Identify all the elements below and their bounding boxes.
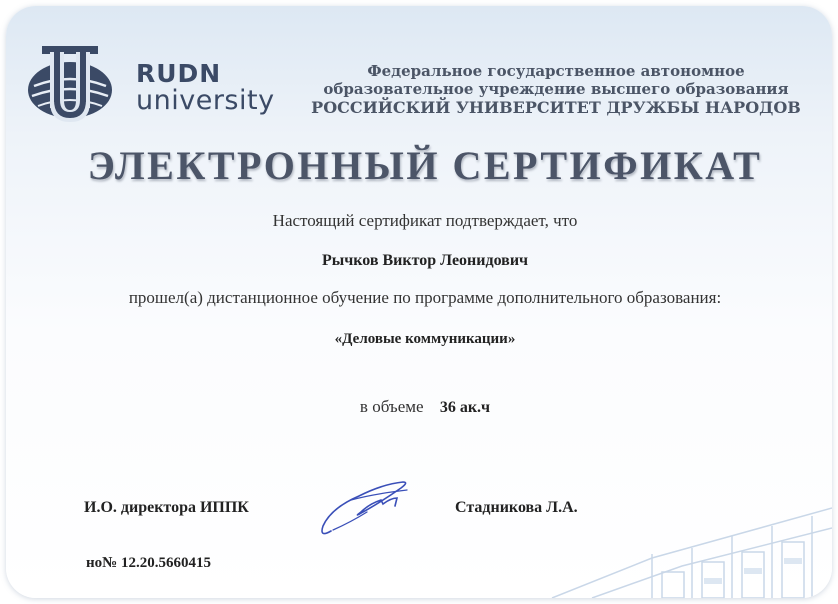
logo-university-text: university: [136, 85, 275, 116]
confirm-text: Настоящий сертификат подтверждает, что: [272, 211, 578, 230]
volume-label: в объеме: [359, 397, 424, 416]
institution-line-3: РОССИЙСКИЙ УНИВЕРСИТЕТ ДРУЖБЫ НАРОДОВ: [311, 98, 801, 117]
volume-row: [6, 397, 832, 417]
institution-line-2: образовательное учреждение высшего образования: [323, 80, 789, 98]
recipient-name: Рычков Виктор Леонидович: [321, 252, 529, 269]
logo-rudn-text: RUDN: [136, 59, 222, 88]
certificate-card: [6, 6, 832, 598]
rudn-logo-icon: [24, 42, 116, 126]
institution-line-1: Федеральное государственное автономное: [367, 62, 745, 80]
institution-header: [306, 62, 806, 117]
signatory-name: Стадникова Л.А.: [455, 499, 578, 516]
signature-icon: [311, 476, 421, 541]
certificate-title: ЭЛЕКТРОННЫЙ СЕРТИФИКАТ: [87, 143, 763, 188]
certificate-number: но№ 12.20.5660415: [86, 555, 211, 571]
passed-text: прошел(а) дистанционное обучение по программе дополнительного образования:: [128, 288, 722, 307]
signatory-role: И.О. директора ИППК: [84, 499, 249, 516]
university-building-icon: [532, 488, 832, 598]
volume-value: 36 ак.ч: [439, 399, 491, 416]
logo-wordmark: [136, 61, 275, 114]
program-name: «Деловые коммуникации»: [334, 331, 516, 347]
